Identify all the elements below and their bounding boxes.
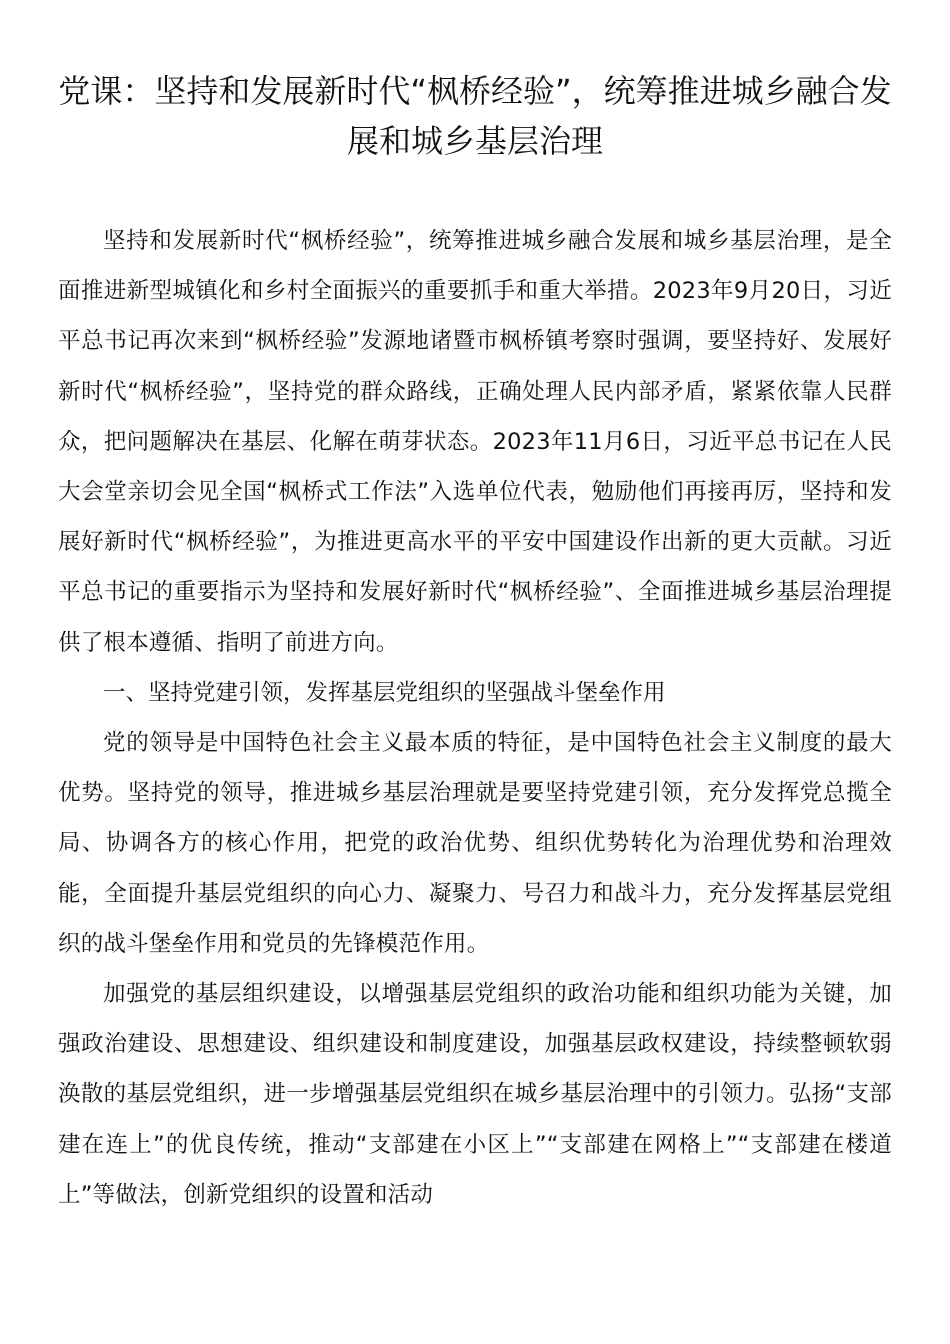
document-title: 党课：坚持和发展新时代“枫桥经验”，统筹推进城乡融合发展和城乡基层治理 bbox=[58, 72, 892, 160]
intro-paragraph: 坚持和发展新时代“枫桥经验”，统筹推进城乡融合发展和城乡基层治理，是全面推进新型城镇化和乡村全面振兴的重要抓手和重大举措。2023年9月20日，习近平总书记再次来到“枫桥经验”发源地诸暨市枫桥镇考察时强调，要坚持好、发展好新时代“枫桥经验”，坚持党的群众路线，正确处理人民内部矛盾，紧紧依靠人民群众，把问题解决在基层、化解在萌芽状态。2023年11月6日，习近平总书记在人民大会堂亲切会见全国“枫桥式工作法”入选单位代表，勉励他们再接再厉，坚持和发展好新时代“枫桥经验”，为推进更高水平的平安中国建设作出新的更大贡献。习近平总书记的重要指示为坚持和发展好新时代“枫桥经验”、全面推进城乡基层治理提供了根本遵循、指明了前进方向。 bbox=[58, 228, 892, 656]
body-paragraph-1: 党的领导是中国特色社会主义最本质的特征，是中国特色社会主义制度的最大优势。坚持党的领导，推进城乡基层治理就是要坚持党建引领，充分发挥党总揽全局、协调各方的核心作用，把党的政治优势、组织优势转化为治理优势和治理效能，全面提升基层党组织的向心力、凝聚力、号召力和战斗力，充分发挥基层党组织的战斗堡垒作用和党员的先锋模范作用。 bbox=[58, 730, 892, 957]
body-paragraph-2: 加强党的基层组织建设，以增强基层党组织的政治功能和组织功能为关键，加强政治建设、思想建设、组织建设和制度建设，加强基层政权建设，持续整顿软弱涣散的基层党组织，进一步增强基层党组织在城乡基层治理中的引领力。弘扬“支部建在连上”的优良传统，推动“支部建在小区上”“支部建在网格上”“支部建在楼道上”等做法，创新党组织的设置和活动 bbox=[58, 981, 892, 1208]
document-body bbox=[58, 216, 892, 1220]
section-heading: 一、坚持党建引领，发挥基层党组织的坚强战斗堡垒作用 bbox=[103, 679, 666, 706]
